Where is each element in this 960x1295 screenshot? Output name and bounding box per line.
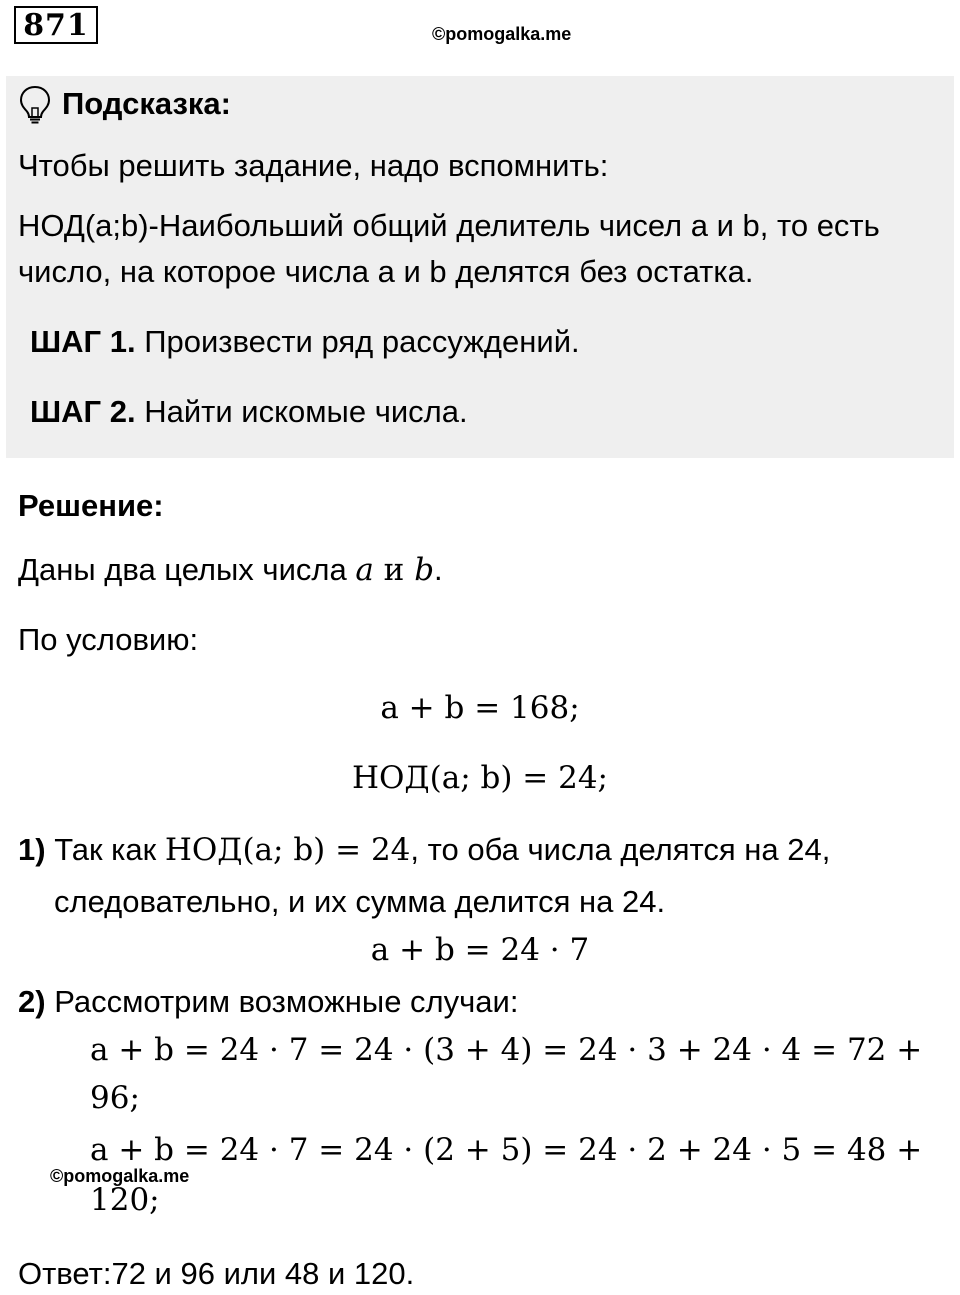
step1-post: , то оба числа делятся на 24, [410, 832, 831, 867]
step1-equation: a + b = 24 · 7 [370, 932, 590, 968]
step2-number: 2) [18, 984, 46, 1019]
given-text: Даны два целых числа [18, 552, 356, 587]
given-a: a [355, 552, 374, 588]
step1-math: НОД(a; b) = 24 [164, 832, 411, 868]
given-and: и [373, 552, 415, 588]
step1-line1 [18, 832, 830, 868]
watermark-top: ©pomogalka.me [432, 24, 572, 44]
step2-text: Рассмотрим возможные случаи: [45, 984, 519, 1019]
lightbulb-icon [18, 84, 52, 124]
hint-definition-line2: число, на которое числа a и b делятся без остатка. [18, 254, 754, 289]
case2-line2: 120; [90, 1182, 160, 1218]
given-b: b [414, 552, 435, 588]
equation-sum: a + b = 168; [380, 690, 580, 726]
hint-title: Подсказка: [62, 86, 231, 121]
solution-title: Решение: [18, 488, 164, 523]
step1-number: 1) [18, 832, 46, 867]
hint-definition-line1: НОД(a;b)-Наибольший общий делитель чисел a и b, то есть [18, 208, 880, 243]
answer: Ответ:72 и 96 или 48 и 120. [18, 1256, 415, 1291]
equation-gcd: НОД(a; b) = 24; [351, 760, 609, 796]
given-end: . [434, 552, 443, 587]
step1-line2: следовательно, и их сумма делится на 24. [54, 884, 666, 919]
hint-step1 [30, 324, 580, 360]
hint-step1-text: Произвести ряд рассуждений. [135, 324, 580, 359]
given-line [18, 552, 443, 588]
problem-number: 871 [14, 6, 98, 44]
hint-intro: Чтобы решить задание, надо вспомнить: [18, 148, 609, 183]
hint-step2-label: ШАГ 2. [30, 394, 136, 429]
hint-step1-label: ШАГ 1. [30, 324, 136, 359]
hint-step2 [30, 394, 468, 430]
step2-line [18, 984, 518, 1020]
hint-step2-text: Найти искомые числа. [135, 394, 468, 429]
step1-pre: Так как [45, 832, 165, 867]
case1-line1: a + b = 24 · 7 = 24 · (3 + 4) = 24 · 3 + 24 · 4 = 72 + [90, 1032, 923, 1068]
case2-line1: a + b = 24 · 7 = 24 · (2 + 5) = 24 · 2 + 24 · 5 = 48 + [90, 1132, 923, 1168]
case1-line2: 96; [90, 1080, 140, 1116]
watermark-bottom: ©pomogalka.me [50, 1166, 190, 1186]
condition-label: По условию: [18, 622, 199, 657]
